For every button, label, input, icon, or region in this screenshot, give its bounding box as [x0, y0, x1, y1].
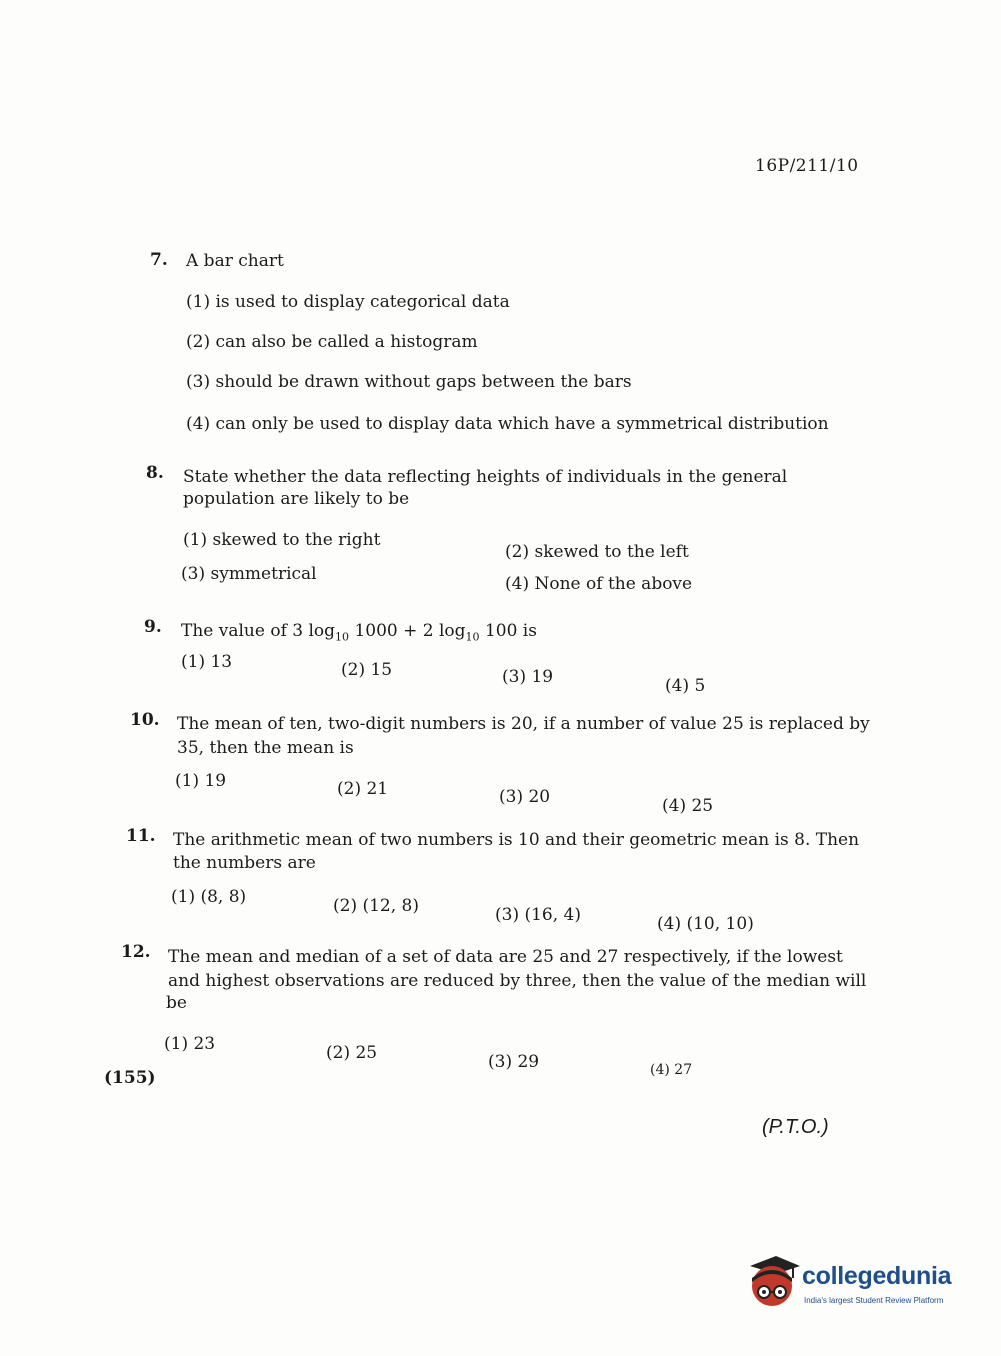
option: (1) 23 — [164, 1034, 216, 1054]
question-text-line-1: The mean of ten, two-digit numbers is 20, if a number of value 25 is replaced by — [177, 714, 870, 734]
option: (3) symmetrical — [181, 564, 317, 584]
logo-name: collegedunia — [802, 1262, 952, 1290]
question-text-line-2: 35, then the mean is — [177, 738, 354, 758]
question-number: 10. — [130, 710, 160, 730]
option: (3) should be drawn without gaps between the bars — [186, 372, 632, 392]
question-text-line-1: State whether the data reflecting heights of individuals in the general — [183, 467, 788, 487]
question-number: 8. — [146, 463, 164, 483]
option: (2) 21 — [337, 779, 389, 799]
question-text: A bar chart — [186, 251, 284, 271]
option: (2) can also be called a histogram — [186, 332, 478, 352]
question-text-line-2: population are likely to be — [183, 489, 410, 509]
option: (3) 20 — [499, 787, 551, 807]
question-number: 7. — [150, 250, 168, 270]
option: (4) can only be used to display data which have a symmetrical distribution — [186, 414, 829, 434]
page-number: (155) — [104, 1068, 156, 1088]
question-text-line-1: The mean and median of a set of data are 25 and 27 respectively, if the lowest — [168, 947, 843, 967]
collegedunia-logo — [742, 1248, 972, 1318]
pto-label: (P.T.O.) — [762, 1116, 829, 1138]
option: (1) skewed to the right — [183, 530, 381, 550]
option: (1) is used to display categorical data — [186, 292, 510, 312]
option: (3) 19 — [502, 667, 554, 687]
option: (4) 25 — [662, 796, 714, 816]
logo-tagline: India's largest Student Review Platform — [804, 1296, 944, 1305]
question-text-line-2: and highest observations are reduced by three, then the value of the median will — [168, 971, 867, 991]
option: (2) 25 — [326, 1043, 378, 1063]
graduate-mascot-icon — [742, 1252, 802, 1312]
question-text-line-3: be — [166, 993, 187, 1013]
option: (4) 27 — [650, 1062, 693, 1078]
question-number: 12. — [121, 942, 151, 962]
question-text-line-1: The arithmetic mean of two numbers is 10 and their geometric mean is 8. Then — [173, 830, 860, 850]
question-text: The value of 3 $\log_{10} 1000 + 2$ $\log_{10} 100$ is — [181, 621, 537, 644]
option: (2) (12, 8) — [333, 896, 420, 916]
option: (2) 15 — [341, 660, 393, 680]
question-text-line-2: the numbers are — [173, 853, 316, 873]
option: (1) 19 — [175, 771, 227, 791]
option: (4) (10, 10) — [657, 914, 754, 934]
option: (4) 5 — [665, 676, 706, 696]
option: (1) (8, 8) — [171, 887, 247, 907]
option: (4) None of the above — [505, 574, 693, 594]
option: (2) skewed to the left — [505, 542, 689, 562]
question-number: 11. — [126, 826, 156, 846]
paper-code: 16P/211/10 — [755, 156, 859, 176]
question-number: 9. — [144, 617, 162, 637]
option: (3) 29 — [488, 1052, 540, 1072]
option: (1) 13 — [181, 652, 233, 672]
option: (3) (16, 4) — [495, 905, 582, 925]
